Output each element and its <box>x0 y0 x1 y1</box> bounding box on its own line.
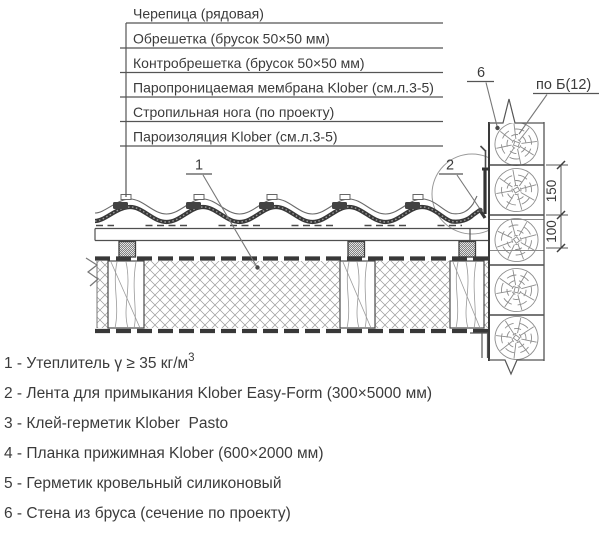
callout-label-membrane: Паропроницаемая мембрана Klober (см.л.3-5) <box>133 79 434 96</box>
legend-item-1-text: 1 - Утеплитель γ ≥ 35 кг/м <box>4 355 189 372</box>
section-ref-label: по Б(12) <box>536 77 592 93</box>
tile-interlocks <box>121 195 423 200</box>
callout-label-counter-batten: Контробрешетка (брусок 50×50 мм) <box>133 55 365 71</box>
marker-6-leader <box>486 83 497 127</box>
marker-6-label: 6 <box>476 65 486 81</box>
legend-item-3: 3 - Клей-герметик Klober Pasto <box>4 415 229 432</box>
callout-label-batten: Обрешетка (брусок 50×50 мм) <box>133 30 330 47</box>
marker-2-leader <box>457 175 480 209</box>
marker-1-label: 1 <box>194 157 204 174</box>
callout-label-rafter: Стропильная нога (по проекту) <box>133 104 335 120</box>
legend-item-4: 4 - Планка прижимная Klober (600×2000 мм) <box>4 445 324 462</box>
marker-2-label: 2 <box>445 157 455 174</box>
legend-item-5: 5 - Герметик кровельный силиконовый <box>4 475 282 492</box>
dimension-100: 100 <box>544 220 559 243</box>
callout-label-tile: Черепица (рядовая) <box>133 5 264 22</box>
batten-board <box>95 229 488 241</box>
marker-2 <box>439 158 483 213</box>
break-mark-left <box>86 258 98 286</box>
legend <box>4 352 432 522</box>
legend-item-6: 6 - Стена из бруса (сечение по проекту) <box>4 505 291 522</box>
roof-section <box>86 195 488 332</box>
marker-6 <box>467 65 500 130</box>
callout-label-vapour-barrier: Пароизоляция Klober (см.л.3-5) <box>133 128 338 145</box>
top-callouts <box>120 6 443 198</box>
counter-batten-sections <box>119 242 476 258</box>
log-wall <box>470 99 547 374</box>
legend-item-2: 2 - Лента для примыкания Klober Easy-Form (300×5000 мм) <box>4 385 433 402</box>
wall-break-bottom <box>489 360 544 374</box>
insulation-hatch <box>97 261 488 328</box>
wall-base-strip <box>470 333 488 358</box>
legend-item-1 <box>4 352 195 372</box>
wall-body <box>489 122 544 361</box>
legend-item-1-sup: 3 <box>188 352 195 364</box>
dimension-150: 150 <box>544 179 559 203</box>
tile-interlock-shadows <box>113 202 420 209</box>
